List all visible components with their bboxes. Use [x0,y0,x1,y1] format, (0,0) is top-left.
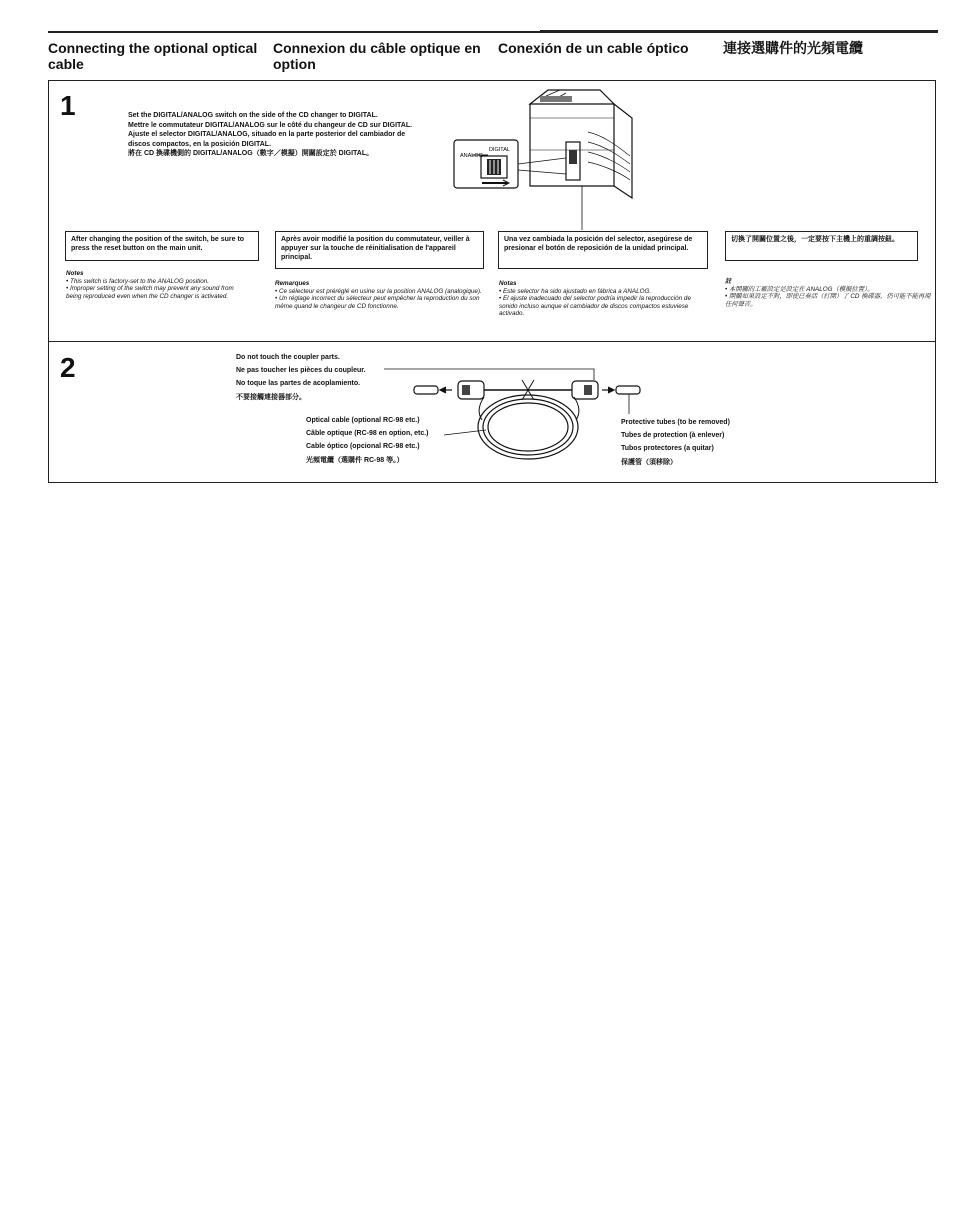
instruction-spanish: Ajuste el selector DIGITAL/ANALOG, situado en la parte posterior del cambiador de discos compactos, en la posición DIGITAL. [128,131,406,148]
note-item: • This switch is factory-set to the ANALOG position. [66,277,210,285]
cable-label-english: Optical cable (optional RC-98 etc.) [306,417,420,424]
tubes-label-spanish: Tubos protectores (a quitar) [621,445,714,453]
tubes-label-chinese: 保護管（須移除） [621,458,677,466]
reset-note-english: After changing the position of the switch, be sure to press the reset button on the main unit. [65,231,259,261]
tubes-label-english: Protective tubes (to be removed) [621,419,730,426]
note-item: • Un réglage incorrect du sélecteur peut empêcher la reproduction du son même quand le changeur de CD fonctionne. [275,295,480,310]
coupler-warning-french: Ne pas toucher les pièces du coupleur. [236,367,366,375]
note-item: • 本開關的工廠設定是設定在 ANALOG（模擬位置）。 [725,285,874,293]
reset-note-chinese: 切換了開關位置之後，一定要按下主機上的重調按鈕。 [725,231,918,261]
coupler-warning-spanish: No toque las partes de acoplamiento. [236,380,361,388]
cable-label-chinese: 光頻電纜（選購件 RC-98 等。） [306,456,404,464]
step-1-number: 1 [60,90,76,121]
note-item: • Ce sélecteur est préréglé en usine sur la position ANALOG (analogique). [275,287,482,295]
notes-title: Remarques [275,280,310,287]
note-item: • El ajuste inadecuado del selector podría impedir la reproducción de sonido incluso aunque el cambiador de discos compactos estuviese activado. [499,295,691,317]
step-2-number: 2 [60,352,76,383]
analog-switch-label: ANALOG [460,153,483,159]
tubes-label-french: Tubes de protection (à enlever) [621,432,725,440]
coupler-warning-chinese: 不要接觸連接器部分。 [236,393,306,401]
heading-english: Connecting the optional optical cable [48,40,258,72]
instruction-english: Set the DIGITAL/ANALOG switch on the side of the CD changer to DIGITAL. [128,112,378,119]
reset-note-spanish: Una vez cambiada la posición del selector, asegúrese de presionar el botón de reposición de la unidad principal. [498,231,708,269]
note-item: • 開關如果設定不對，即使已奏活（打開）了 CD 換碟器，仍可能不能再現任何聲音。 [725,293,931,308]
note-item: • Este selector ha sido ajustado en fábrica a ANALOG. [499,287,652,295]
note-item: • Improper setting of the switch may prevent any sound from being reproduced even when the CD changer is activated. [66,285,234,300]
coupler-warning-english: Do not touch the coupler parts. [236,354,340,361]
digital-switch-label: DIGITAL [489,147,510,153]
cable-label-spanish: Cable óptico (opcional RC-98 etc.) [306,443,420,451]
heading-spanish: Conexión de un cable óptico [498,40,689,56]
reset-note-french: Après avoir modifié la position du commutateur, veiller à appuyer sur la touche de réinitialisation de l'appareil principal. [275,231,484,269]
heading-french: Connexion du câble optique en option [273,40,481,72]
heading-chinese: 連接選購件的光頻電纜 [723,40,863,56]
cable-label-french: Câble optique (RC-98 en option, etc.) [306,430,429,438]
notes-title: Notas [499,280,517,287]
notes-title: Notes [66,270,84,277]
instruction-french: Mettre le commutateur DIGITAL/ANALOG sur le côté du changeur de CD sur DIGITAL. [128,121,413,129]
instruction-chinese: 將在 CD 換碟機側的 DIGITAL/ANALOG（數字／模擬）開關設定於 DIGITAL。 [128,150,374,157]
notes-title: 註 [725,278,732,285]
